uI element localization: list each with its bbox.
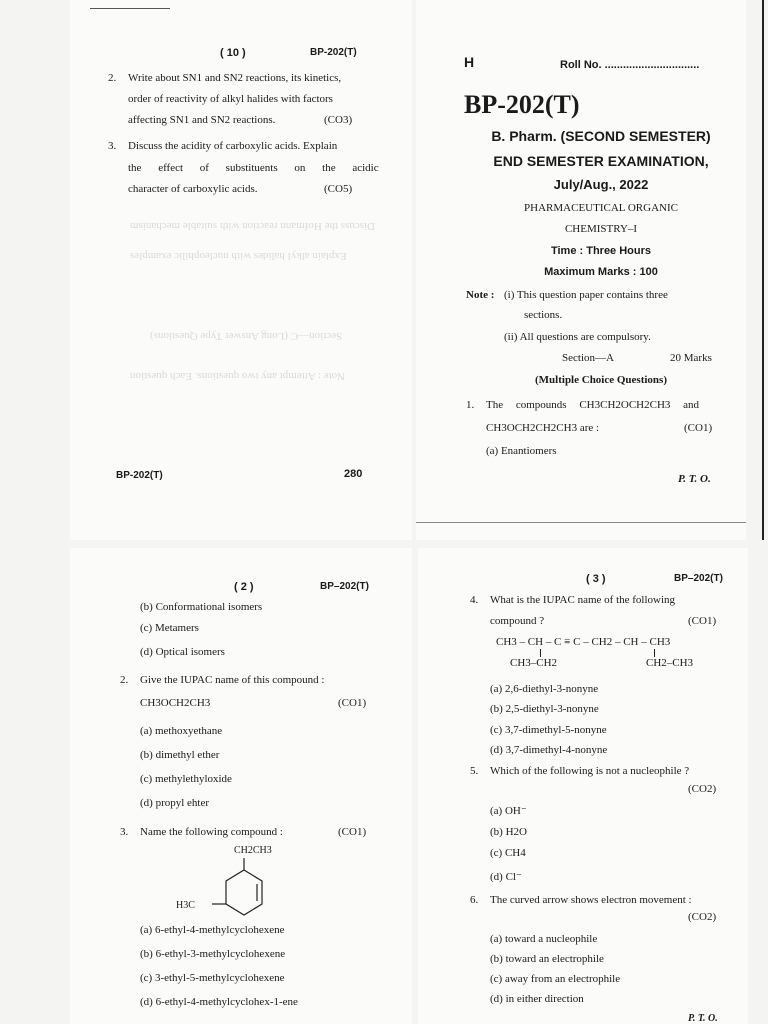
question-text: What is the IUPAC name of the following xyxy=(490,594,676,606)
course-outcome: (CO2) xyxy=(688,783,717,795)
question-text: character of carboxylic acids. xyxy=(128,183,258,195)
subject-line-2: CHEMISTRY–I xyxy=(564,223,638,235)
show-through-text: Note : Attempt any two questions. Each question xyxy=(130,370,346,382)
course-outcome: (CO2) xyxy=(688,911,717,923)
answer-option: (b) dimethyl ether xyxy=(140,749,220,761)
paper-code: BP–202(T) xyxy=(674,573,723,584)
answer-option: (d) 3,7-dimethyl-4-nonyne xyxy=(490,744,608,756)
please-turn-over: P. T. O. xyxy=(688,1013,718,1024)
answer-option: (c) methylethyloxide xyxy=(140,773,232,785)
footer-code: BP-202(T) xyxy=(116,470,163,481)
answer-option: (b) Conformational isomers xyxy=(140,601,263,613)
question-number: 6. xyxy=(470,894,479,906)
question-text: order of reactivity of alkyl halides with factors xyxy=(128,93,333,105)
answer-option: (b) 6-ethyl-3-methylcyclohexene xyxy=(140,948,286,960)
answer-option: (d) in either direction xyxy=(490,993,584,1005)
note-label: Note : xyxy=(466,289,495,301)
page-3 xyxy=(418,548,748,1024)
page-number: ( 10 ) xyxy=(220,47,246,59)
exam-title: END SEMESTER EXAMINATION, xyxy=(493,153,709,169)
question-text: affecting SN1 and SN2 reactions. xyxy=(128,114,276,126)
answer-option: (b) H2O xyxy=(490,826,527,838)
course-outcome: (CO3) xyxy=(324,114,353,126)
show-through-text: Section—C (Long Answer Type Questions) xyxy=(150,330,343,342)
question-text: Give the IUPAC name of this compound : xyxy=(140,674,325,686)
scan-edge xyxy=(762,0,764,540)
roll-number-field: Roll No. ............................... xyxy=(560,59,700,71)
cyclohexene-structure xyxy=(190,854,280,934)
course-outcome: (CO1) xyxy=(688,615,717,627)
please-turn-over: P. T. O. xyxy=(678,473,711,485)
paper-code: BP–202(T) xyxy=(320,581,369,592)
question-text: The compounds CH3CH2OCH2CH3 and xyxy=(486,399,700,411)
answer-option: (a) 2,6-diethyl-3-nonyne xyxy=(490,683,599,695)
answer-option: (d) Cl⁻ xyxy=(490,871,522,883)
structure-label-methyl: H3C xyxy=(176,900,195,911)
note-item: (i) This question paper contains three xyxy=(504,289,668,301)
question-text: Discuss the acidity of carboxylic acids. Explain xyxy=(128,140,338,152)
question-number: 4. xyxy=(470,594,479,606)
note-item: (ii) All questions are compulsory. xyxy=(504,331,651,343)
answer-option: (d) Optical isomers xyxy=(140,646,225,658)
page-bottom-rule xyxy=(416,522,746,523)
page-10 xyxy=(70,0,412,540)
chemical-formula: CH3OCH2CH3 xyxy=(140,697,211,709)
page-number: ( 3 ) xyxy=(586,573,606,585)
course-outcome: (CO5) xyxy=(324,183,353,195)
answer-option: (b) toward an electrophile xyxy=(490,953,604,965)
course-outcome: (CO1) xyxy=(338,697,367,709)
question-text: the effect of substituents on the acidic xyxy=(128,162,379,174)
exam-session: July/Aug., 2022 xyxy=(553,177,649,192)
print-count: 280 xyxy=(344,468,363,480)
page-number: ( 2 ) xyxy=(234,581,254,593)
subject-line-1: PHARMACEUTICAL ORGANIC xyxy=(524,202,678,214)
show-through-text: Explain alkyl halides with nucleophilic examples xyxy=(130,250,347,262)
answer-option: (a) methoxyethane xyxy=(140,725,223,737)
page-2 xyxy=(70,548,412,1024)
answer-option: (c) CH4 xyxy=(490,847,526,859)
course-outcome: (CO1) xyxy=(338,826,367,838)
answer-option: (d) propyl ehter xyxy=(140,797,210,809)
set-letter: H xyxy=(464,54,475,70)
question-text: The curved arrow shows electron movement : xyxy=(490,894,692,906)
question-number: 2. xyxy=(108,72,117,84)
structure-label-ethyl: CH2CH3 xyxy=(234,845,272,856)
answer-option: (a) Enantiomers xyxy=(486,445,557,457)
note-item: sections. xyxy=(524,309,563,321)
page-1-cover xyxy=(416,0,746,540)
section-marks: 20 Marks xyxy=(670,352,712,364)
question-number: 3. xyxy=(120,826,129,838)
answer-option: (b) 2,5-diethyl-3-nonyne xyxy=(490,703,599,715)
question-number: 3. xyxy=(108,140,117,152)
show-through-text: Discuss the Hofmann reaction with suitable mechanism xyxy=(130,220,375,232)
answer-option: (c) away from an electrophile xyxy=(490,973,621,985)
question-number: 5. xyxy=(470,765,479,777)
answer-option: (c) 3-ethyl-5-methylcyclohexene xyxy=(140,972,285,984)
program-title: B. Pharm. (SECOND SEMESTER) xyxy=(491,128,711,144)
structure-branch-left: CH3–CH2 xyxy=(510,657,558,669)
question-text: Write about SN1 and SN2 reactions, its kinetics, xyxy=(128,72,342,84)
answer-option: (a) OH⁻ xyxy=(490,805,527,817)
question-text: CH3OCH2CH2CH3 are : xyxy=(486,422,600,434)
answer-option: (a) 6-ethyl-4-methylcyclohexene xyxy=(140,924,285,936)
answer-option: (c) Metamers xyxy=(140,622,199,634)
structure-main-chain: CH3 – CH – C ≡ C – CH2 – CH – CH3 xyxy=(496,636,671,648)
top-rule xyxy=(90,8,170,9)
structure-branch-right: CH2–CH3 xyxy=(646,657,694,669)
paper-code: BP-202(T) xyxy=(310,47,357,58)
question-number: 2. xyxy=(120,674,129,686)
maximum-marks: Maximum Marks : 100 xyxy=(544,266,658,278)
question-number: 1. xyxy=(466,399,475,411)
question-text: Name the following compound : xyxy=(140,826,283,838)
course-outcome: (CO1) xyxy=(684,422,713,434)
question-text: compound ? xyxy=(490,615,545,627)
answer-option: (d) 6-ethyl-4-methylcyclohex-1-ene xyxy=(140,996,298,1008)
answer-option: (c) 3,7-dimethyl-5-nonyne xyxy=(490,724,607,736)
section-heading: Section—A xyxy=(562,352,614,364)
section-subheading: (Multiple Choice Questions) xyxy=(535,374,667,386)
paper-code-title: BP-202(T) xyxy=(464,90,580,119)
exam-duration: Time : Three Hours xyxy=(550,245,652,257)
question-text: Which of the following is not a nucleophile ? xyxy=(490,765,690,777)
answer-option: (a) toward a nucleophile xyxy=(490,933,598,945)
